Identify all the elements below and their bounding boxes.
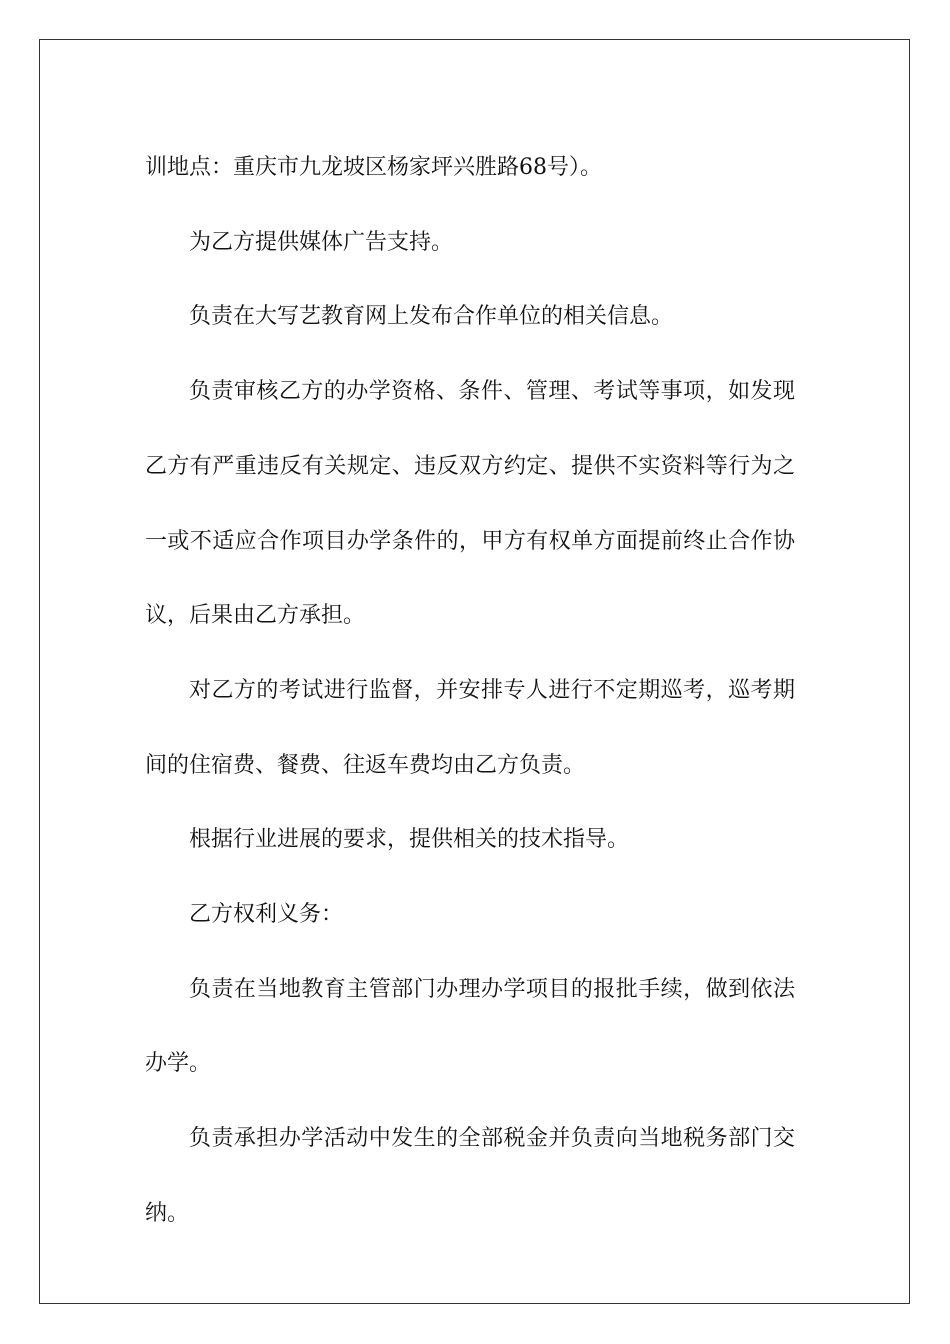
paragraph-media-support: 为乙方提供媒体广告支持。	[189, 229, 454, 255]
paragraph-training-location: 训地点：重庆市九龙坡区杨家坪兴胜路68号）。	[145, 155, 602, 180]
paragraph-tax-payment: 负责承担办学活动中发生的全部税金并负责向当地税务部门交纳。	[145, 1126, 795, 1226]
section-heading-party-b-rights: 乙方权利义务：	[189, 902, 344, 928]
paragraph-exam-supervision: 对乙方的考试进行监督，并安排专人进行不定期巡考，巡考期间的住宿费、餐费、往返车费均由乙方负责。	[145, 677, 795, 778]
paragraph-review-qualification: 负责审核乙方的办学资格、条件、管理、考试等事项，如发现乙方有严重违反有关规定、违反双方约定、提供不实资料等行为之一或不适应合作项目办学条件的，甲方有权单方面提前终止合作协议，后果由乙方承担。	[145, 379, 795, 629]
paragraph-publish-info: 负责在大写艺教育网上发布合作单位的相关信息。	[189, 304, 674, 330]
paragraph-technical-guidance: 根据行业进展的要求，提供相关的技术指导。	[189, 827, 630, 853]
paragraph-approval-procedures: 负责在当地教育主管部门办理办学项目的报批手续，做到依法办学。	[145, 976, 795, 1077]
document-body	[145, 131, 795, 1252]
